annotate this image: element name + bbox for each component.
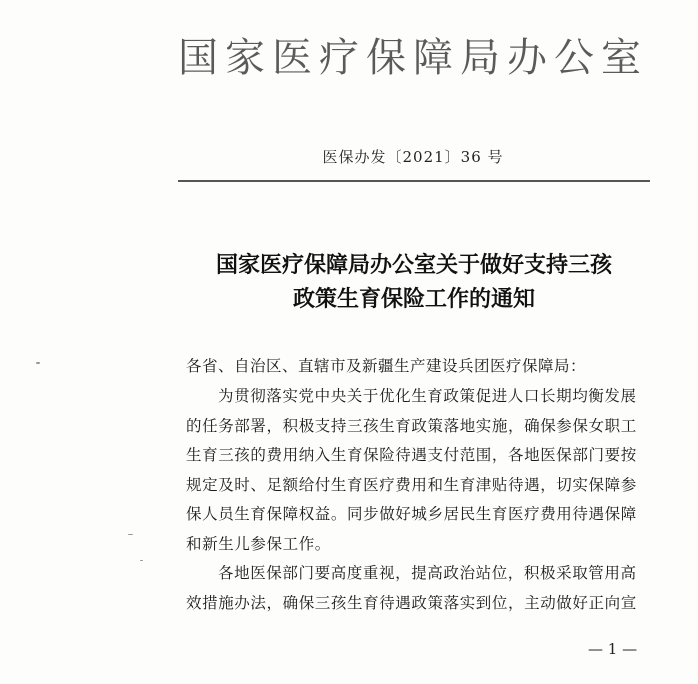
paragraph-line: 为贯彻落实党中央关于优化生育政策促进人口长期均衡发展: [218, 387, 637, 405]
paragraph-line: 的任务部署，积极支持三孩生育政策落地实施，确保参保女职工: [186, 416, 637, 435]
title-line-1: 国家医疗保障局办公室关于做好支持三孩: [215, 252, 612, 278]
scan-speck: [36, 362, 40, 364]
scan-speck: [140, 560, 143, 561]
salutation: 各省、自治区、直辖市及新疆生产建设兵团医疗保障局：: [186, 357, 587, 375]
paragraph-line: 生育三孩的费用纳入生育保险待遇支付范围，各地医保部门要按: [186, 446, 637, 464]
paragraph-line: 规定及时、足额给付生育医疗费用和生育津贴待遇，切实保障参: [186, 475, 637, 494]
scan-speck: [128, 534, 133, 535]
paragraph-line: 保人员生育保障权益。同步做好城乡居民生育医疗费用待遇保障: [186, 505, 637, 523]
page-number: — 1 —: [588, 640, 638, 658]
title-line-2: 政策生育保险工作的通知: [292, 286, 535, 312]
header-divider: [178, 180, 650, 182]
document-title: [170, 248, 658, 316]
issuer-header: 国家医疗保障局办公室: [178, 35, 648, 81]
paragraph-line: 效措施办法，确保三孩生育待遇政策落实到位，主动做好正向宣: [186, 593, 637, 612]
document-number: 医保办发〔2021〕36 号: [322, 148, 504, 166]
paragraph-line: 各地医保部门要高度重视，提高政治站位，积极采取管用高: [218, 564, 637, 582]
paragraph-line: 和新生儿参保工作。: [186, 534, 331, 553]
body-text: [186, 382, 656, 618]
